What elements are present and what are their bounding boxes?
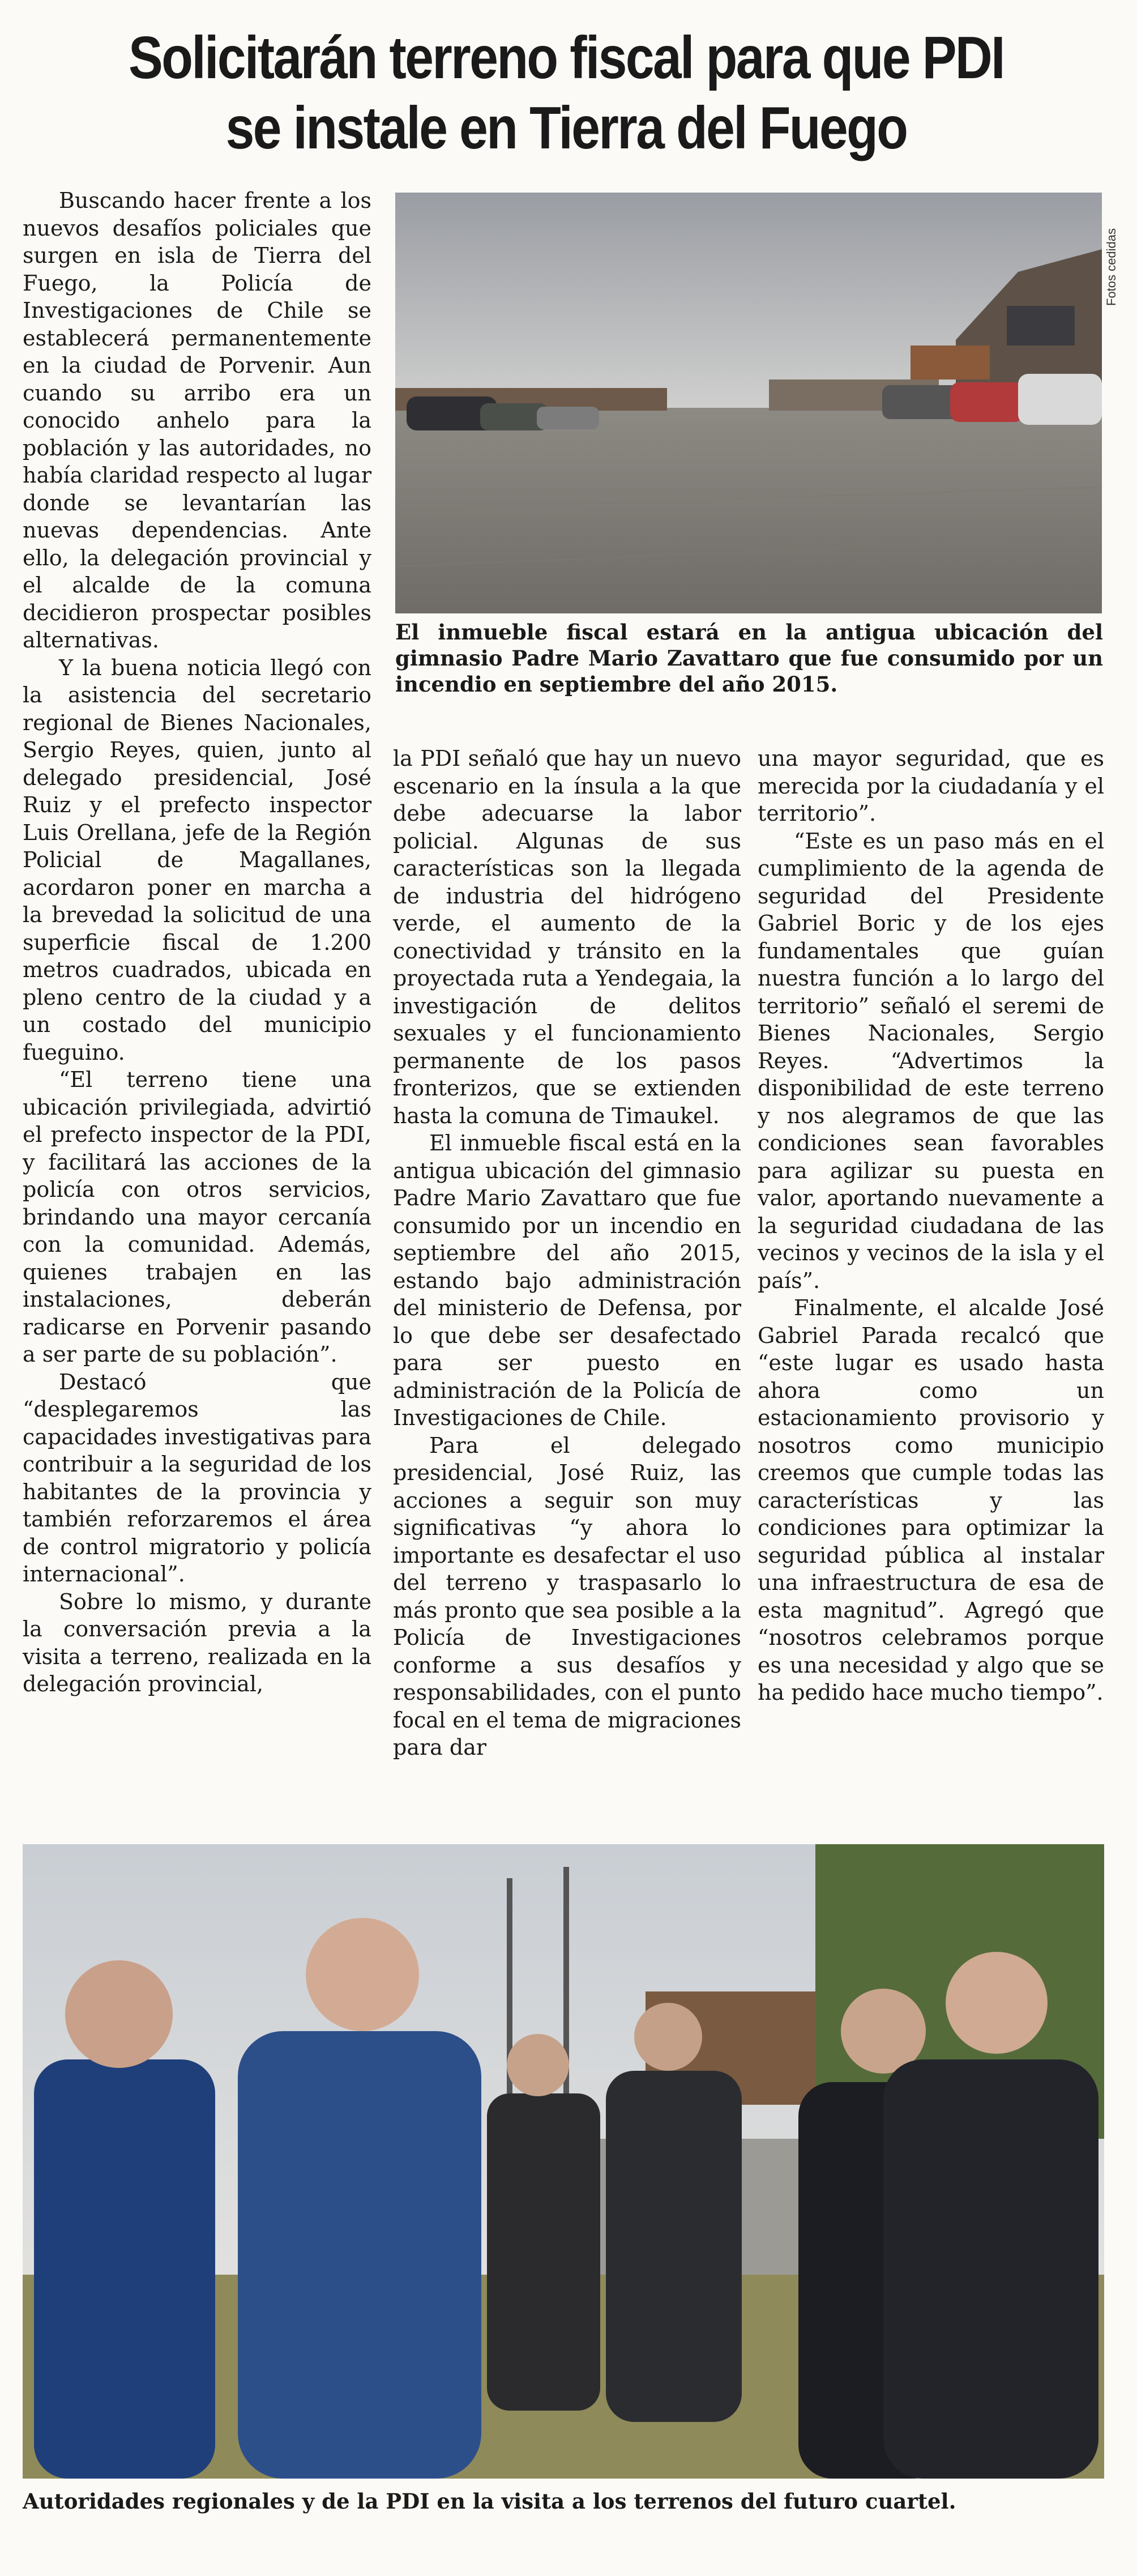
photo-caption-top: El inmueble fiscal estará en la antigua ubicación del gimnasio Padre Mario Zavattaro que fue consumido por un incendio en septiembre del año 2015. xyxy=(395,620,1103,697)
headline-line-1: Solicitarán terreno fiscal para que PDI xyxy=(129,24,1004,91)
parking-lot-image xyxy=(395,193,1102,613)
paragraph: una mayor seguridad, que es merecida por la ciudadanía y el territorio”. xyxy=(758,746,1104,826)
headline xyxy=(99,23,1033,163)
paragraph: “El terreno tiene una ubicación privilegiada, advirtió el prefecto inspector de la PDI, y facilitará las acciones de la policía con otros servicios, brindando una mayor cercanía con la comunidad. Además, quienes trabajen en las instalaciones, deberán radicarse en Porvenir pasando a ser parte de su población”. xyxy=(23,1067,371,1367)
paragraph: El inmueble fiscal está en la antigua ubicación del gimnasio Padre Mario Zavattaro que fue consumido por un incendio en septiembre del año 2015, estando bajo administración del ministerio de Defensa, por lo que debe ser desafectado para ser puesto en administración de la Policía de Investigaciones de Chile. xyxy=(393,1131,741,1430)
article-column-3 xyxy=(758,745,1104,1707)
headline-line-2: se instale en Tierra del Fuego xyxy=(225,95,907,161)
authorities-visit-image xyxy=(23,1844,1104,2479)
paragraph: la PDI señaló que hay un nuevo escenario en la ínsula a la que debe adecuarse la labor policial. Algunas de sus características son la llegada de industria del hidrógeno verde, el aumento de la conectividad y tránsito en la proyectada ruta a Yendegaia, la investigación de delitos sexuales y el funcionamiento permanente de los pasos fronterizos, que se extienden hasta la comuna de Timaukel. xyxy=(393,746,741,1128)
photo-credit: Fotos cedidas xyxy=(1104,228,1118,306)
paragraph: Finalmente, el alcalde José Gabriel Parada recalcó que “este lugar es usado hasta ahora como un estacionamiento provisorio y nosotros como municipio creemos que cumple todas las características y las condiciones para optimizar la seguridad pública al instalar una infraestructura de esa de esta magnitud”. Agregó que “nosotros celebramos porque es una necesidad y algo que se ha pedido hace mucho tiempo”. xyxy=(758,1295,1104,1705)
authorities-visit-photo xyxy=(23,1844,1104,2479)
article-column-1 xyxy=(23,187,371,1698)
paragraph: Destacó que “desplegaremos las capacidades investigativas para contribuir a la seguridad de los habitantes de la provincia y también reforzaremos el área de control migratorio y policía internacional”. xyxy=(23,1369,371,1586)
photo-caption-bottom: Autoridades regionales y de la PDI en la visita a los terrenos del futuro cuartel. xyxy=(23,2489,956,2514)
paragraph: Para el delegado presidencial, José Ruiz, las acciones a seguir son muy significativas “y ahora lo importante es desafectar el uso del terreno y traspasarlo lo más pronto que sea posible a la Policía de Investigaciones conforme a sus desafíos y responsabilidades, con el punto focal en el tema de migraciones para dar xyxy=(393,1432,741,1760)
article-column-2 xyxy=(393,745,741,1762)
paragraph: Buscando hacer frente a los nuevos desafíos policiales que surgen en isla de Tierra del Fuego, la Policía de Investigaciones de Chile se establecerá permanentemente en la ciudad de Porvenir. Aun cuando su arribo era un conocido anhelo para la población y las autoridades, no había claridad respecto al lugar donde se levantarían las nuevas dependencias. Ante ello, la delegación provincial y el alcalde de la comuna decidieron prospectar posibles alternativas. xyxy=(23,188,371,652)
paragraph: Sobre lo mismo, y durante la conversación previa a la visita a terreno, realizada en la delegación provincial, xyxy=(23,1589,371,1696)
paragraph: “Este es un paso más en el cumplimiento de la agenda de seguridad del Presidente Gabriel Boric y de los ejes fundamentales que guían nuestra función a lo largo del territorio” señaló el seremi de Bienes Nacionales, Sergio Reyes. “Advertimos la disponibilidad de este terreno y nos alegramos de que las condiciones sean favorables para agilizar su puesta en valor, aportando nuevamente a la seguridad ciudadana de las vecinos y vecinos de la isla y el país”. xyxy=(758,828,1104,1293)
parking-lot-photo xyxy=(395,193,1102,613)
paragraph: Y la buena noticia llegó con la asistencia del secretario regional de Bienes Nacionales, Sergio Reyes, quien, junto al delegado presidencial, José Ruiz y el prefecto inspector Luis Orellana, jefe de la Región Policial de Magallanes, acordaron poner en marcha a la brevedad la solicitud de una superficie fiscal de 1.200 metros cuadrados, ubicada en pleno centro de la ciudad y a un costado del municipio fueguino. xyxy=(23,655,371,1065)
